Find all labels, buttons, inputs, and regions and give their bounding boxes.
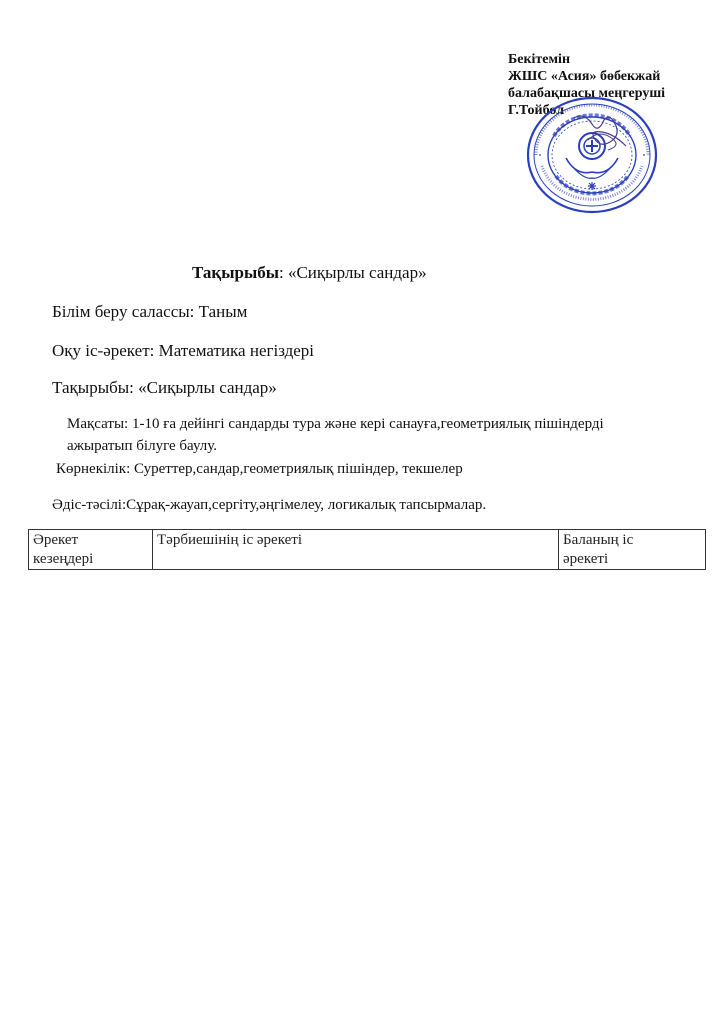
header-text: Тәрбиешінің іс әрекеті (157, 532, 303, 548)
signature-icon (570, 110, 630, 152)
header-text: әрекеті (563, 551, 609, 567)
visual-aids: Көрнекілік: Суреттер,сандар,геометриялық пішіндер, текшелер (56, 461, 463, 477)
header-text: Баланың іс (563, 532, 634, 548)
document-title (192, 263, 427, 283)
learning-activity: Оқу іс-әрекет: Математика негіздері (52, 341, 315, 360)
approval-line: ЖШС «Асия» бөбекжай (508, 69, 661, 84)
approval-line: Г.Тойбол (508, 103, 565, 118)
lesson-plan-table (28, 529, 706, 570)
header-text: Әрекет (33, 532, 79, 548)
table-header-row (29, 530, 706, 570)
approval-line: Бекітемін (508, 52, 571, 67)
header-cell-child-activity (559, 530, 706, 570)
topic: Тақырыбы: «Сиқырлы сандар» (52, 378, 277, 397)
goal-line-1: Мақсаты: 1-10 ға дейінгі сандарды тура және кері санауға,геометриялық пішіндерді (67, 416, 604, 432)
goal-line-2: ажыратып білуге баулу. (67, 438, 218, 454)
header-text: кезеңдері (33, 551, 94, 567)
approval-line: балабақшасы меңгеруші (508, 86, 666, 101)
title-label: Тақырыбы (192, 263, 279, 282)
title-value: : «Сиқырлы сандар» (278, 263, 427, 282)
header-cell-stages (29, 530, 153, 570)
education-area: Білім беру саласcы: Таным (52, 302, 248, 321)
methods: Әдіс-тәсілі:Сұрақ-жауап,сергіту,әңгімелеу, логикалық тапсырмалар. (52, 497, 487, 513)
header-cell-teacher-activity (153, 530, 559, 570)
